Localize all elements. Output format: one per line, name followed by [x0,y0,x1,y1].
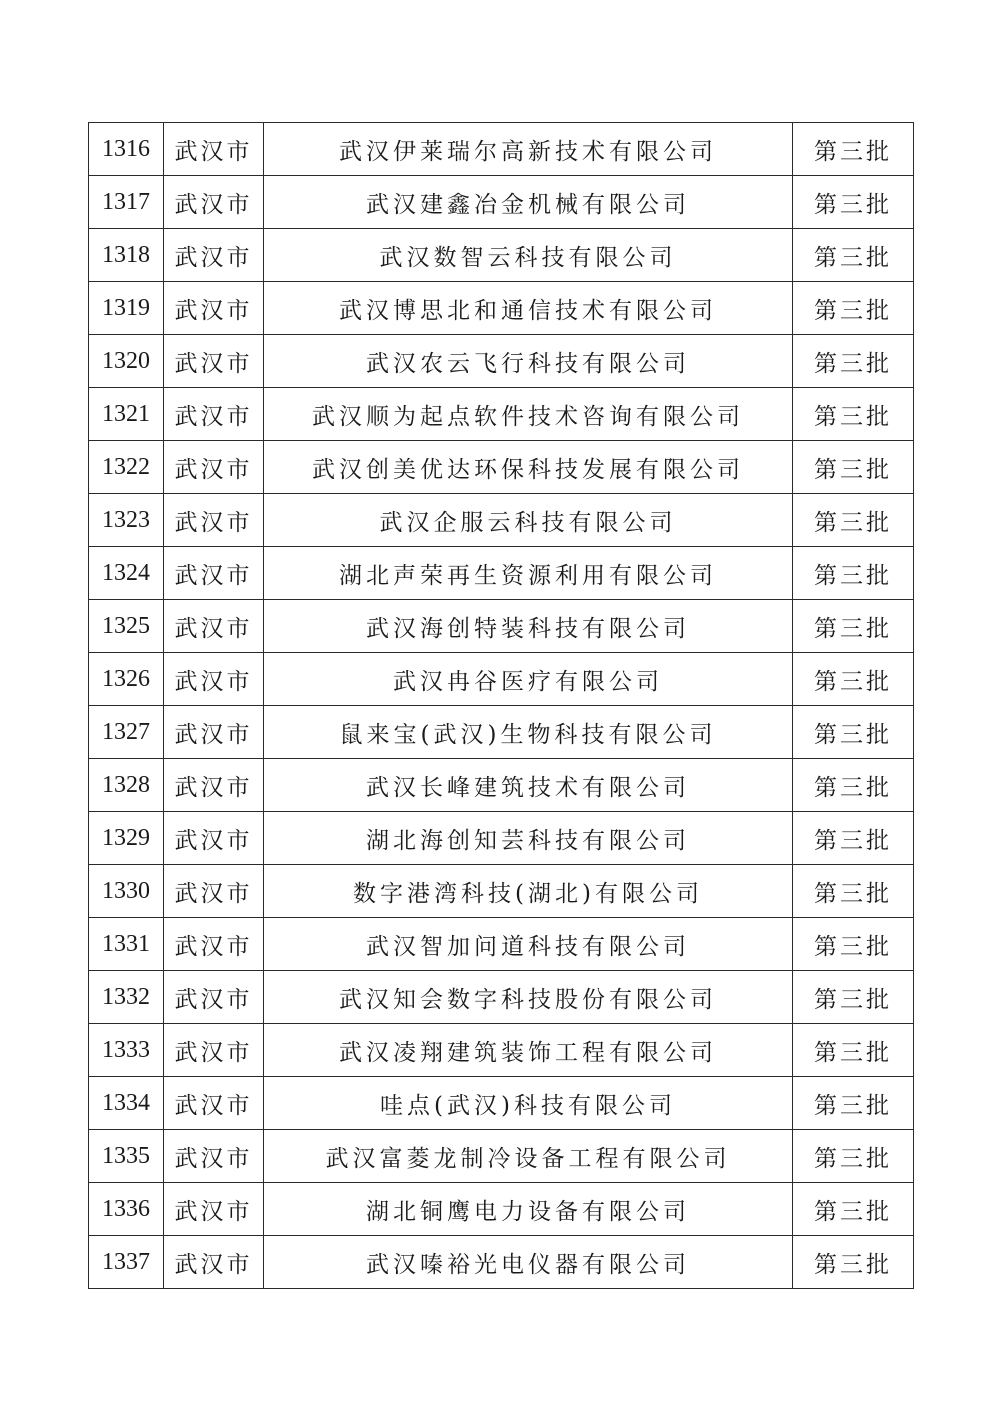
company-name-cell: 武汉富菱龙制冷设备工程有限公司 [264,1130,793,1183]
company-name-cell: 数字港湾科技(湖北)有限公司 [264,865,793,918]
batch-cell: 第三批 [793,1077,914,1130]
row-number-cell: 1325 [89,600,164,653]
row-number-cell: 1316 [89,123,164,176]
row-number-cell: 1328 [89,759,164,812]
table-row [89,1024,914,1077]
row-number-cell: 1321 [89,388,164,441]
batch-cell: 第三批 [793,1130,914,1183]
row-number-cell: 1319 [89,282,164,335]
table-row [89,176,914,229]
company-name-cell: 鼠来宝(武汉)生物科技有限公司 [264,706,793,759]
row-number-cell: 1327 [89,706,164,759]
city-cell: 武汉市 [164,282,264,335]
batch-cell: 第三批 [793,441,914,494]
batch-cell: 第三批 [793,282,914,335]
table-row [89,706,914,759]
table-row [89,600,914,653]
company-name-cell: 湖北海创知芸科技有限公司 [264,812,793,865]
city-cell: 武汉市 [164,335,264,388]
table-row [89,918,914,971]
city-cell: 武汉市 [164,229,264,282]
city-cell: 武汉市 [164,123,264,176]
table-row [89,653,914,706]
row-number-cell: 1322 [89,441,164,494]
batch-cell: 第三批 [793,812,914,865]
batch-cell: 第三批 [793,600,914,653]
city-cell: 武汉市 [164,1130,264,1183]
company-name-cell: 武汉创美优达环保科技发展有限公司 [264,441,793,494]
table-row [89,1236,914,1289]
city-cell: 武汉市 [164,441,264,494]
batch-cell: 第三批 [793,1183,914,1236]
city-cell: 武汉市 [164,971,264,1024]
row-number-cell: 1337 [89,1236,164,1289]
batch-cell: 第三批 [793,123,914,176]
table-row [89,1077,914,1130]
table-row [89,282,914,335]
city-cell: 武汉市 [164,1236,264,1289]
row-number-cell: 1333 [89,1024,164,1077]
company-name-cell: 哇点(武汉)科技有限公司 [264,1077,793,1130]
enterprise-list-table [88,122,914,1289]
city-cell: 武汉市 [164,1024,264,1077]
city-cell: 武汉市 [164,600,264,653]
batch-cell: 第三批 [793,388,914,441]
batch-cell: 第三批 [793,335,914,388]
batch-cell: 第三批 [793,494,914,547]
company-name-cell: 武汉智加问道科技有限公司 [264,918,793,971]
city-cell: 武汉市 [164,1077,264,1130]
batch-cell: 第三批 [793,547,914,600]
batch-cell: 第三批 [793,918,914,971]
table-row [89,229,914,282]
table-body [89,123,914,1289]
company-name-cell: 武汉海创特装科技有限公司 [264,600,793,653]
table-row [89,388,914,441]
table-row [89,547,914,600]
batch-cell: 第三批 [793,229,914,282]
row-number-cell: 1336 [89,1183,164,1236]
row-number-cell: 1323 [89,494,164,547]
city-cell: 武汉市 [164,865,264,918]
company-name-cell: 武汉伊莱瑞尔高新技术有限公司 [264,123,793,176]
company-name-cell: 武汉冉谷医疗有限公司 [264,653,793,706]
company-name-cell: 武汉嗪裕光电仪器有限公司 [264,1236,793,1289]
row-number-cell: 1330 [89,865,164,918]
row-number-cell: 1329 [89,812,164,865]
table-row [89,1183,914,1236]
batch-cell: 第三批 [793,759,914,812]
table-row [89,971,914,1024]
company-name-cell: 武汉长峰建筑技术有限公司 [264,759,793,812]
batch-cell: 第三批 [793,865,914,918]
city-cell: 武汉市 [164,653,264,706]
company-name-cell: 武汉博思北和通信技术有限公司 [264,282,793,335]
city-cell: 武汉市 [164,1183,264,1236]
city-cell: 武汉市 [164,547,264,600]
city-cell: 武汉市 [164,812,264,865]
company-name-cell: 武汉顺为起点软件技术咨询有限公司 [264,388,793,441]
table-row [89,812,914,865]
batch-cell: 第三批 [793,653,914,706]
batch-cell: 第三批 [793,706,914,759]
company-name-cell: 武汉凌翔建筑装饰工程有限公司 [264,1024,793,1077]
company-name-cell: 武汉农云飞行科技有限公司 [264,335,793,388]
table-row [89,335,914,388]
batch-cell: 第三批 [793,1024,914,1077]
table-row [89,123,914,176]
company-name-cell: 湖北铜鹰电力设备有限公司 [264,1183,793,1236]
company-name-cell: 武汉建鑫冶金机械有限公司 [264,176,793,229]
batch-cell: 第三批 [793,971,914,1024]
row-number-cell: 1318 [89,229,164,282]
batch-cell: 第三批 [793,1236,914,1289]
table-row [89,759,914,812]
city-cell: 武汉市 [164,918,264,971]
company-name-cell: 湖北声荣再生资源利用有限公司 [264,547,793,600]
row-number-cell: 1320 [89,335,164,388]
table-row [89,494,914,547]
city-cell: 武汉市 [164,759,264,812]
row-number-cell: 1334 [89,1077,164,1130]
city-cell: 武汉市 [164,494,264,547]
table-row [89,441,914,494]
row-number-cell: 1324 [89,547,164,600]
table-row [89,1130,914,1183]
row-number-cell: 1332 [89,971,164,1024]
table-row [89,865,914,918]
row-number-cell: 1317 [89,176,164,229]
row-number-cell: 1326 [89,653,164,706]
batch-cell: 第三批 [793,176,914,229]
row-number-cell: 1335 [89,1130,164,1183]
city-cell: 武汉市 [164,706,264,759]
city-cell: 武汉市 [164,176,264,229]
company-name-cell: 武汉知会数字科技股份有限公司 [264,971,793,1024]
company-name-cell: 武汉企服云科技有限公司 [264,494,793,547]
city-cell: 武汉市 [164,388,264,441]
company-name-cell: 武汉数智云科技有限公司 [264,229,793,282]
row-number-cell: 1331 [89,918,164,971]
